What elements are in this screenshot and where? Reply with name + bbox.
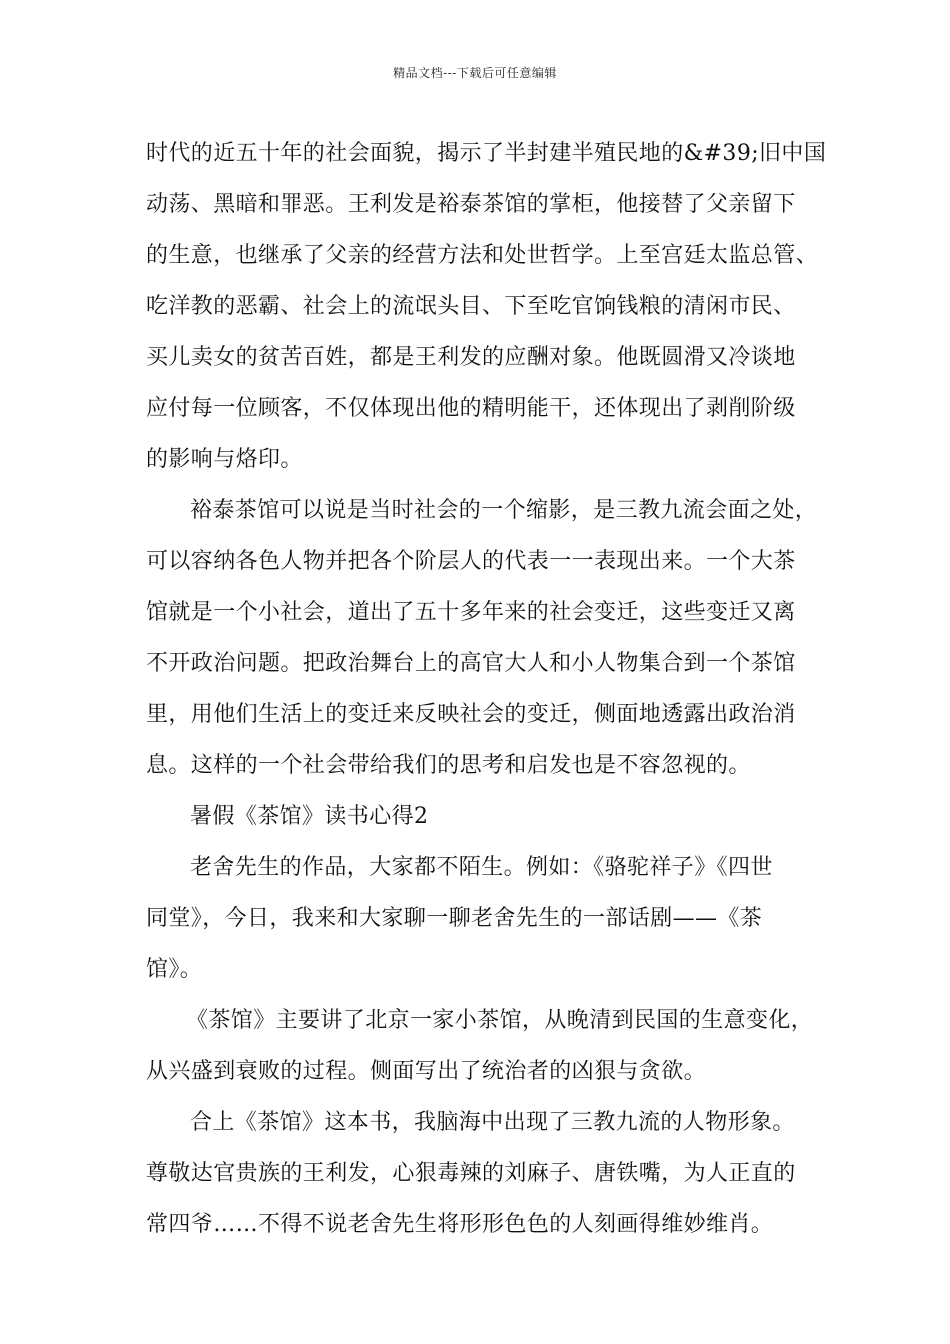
text-line: 可以容纳各色人物并把各个阶层人的代表一一表现出来。一个大茶 (146, 549, 796, 574)
paragraph-start-line: 《茶馆》主要讲了北京一家小茶馆，从晚清到民国的生意变化， (186, 1008, 814, 1033)
text-line: 吃洋教的恶霸、社会上的流氓头目、下至吃官饷钱粮的清闲市民、 (146, 294, 796, 319)
page-header: 精品文档---下载后可任意编辑 (393, 66, 557, 80)
paragraph-start-line: 合上《茶馆》这本书，我脑海中出现了三教九流的人物形象。 (190, 1110, 795, 1135)
text-line: 里，用他们生活上的变迁来反映社会的变迁，侧面地透露出政治消 (146, 702, 796, 727)
document-body (146, 128, 826, 1250)
text-line: 买儿卖女的贫苦百姓，都是王利发的应酬对象。他既圆滑又冷谈地 (146, 345, 796, 370)
text-line: 的生意，也继承了父亲的经营方法和处世哲学。上至宫廷太监总管、 (146, 243, 819, 268)
text-line: 时代的近五十年的社会面貌，揭示了半封建半殖民地的&#39;旧中国 (146, 141, 827, 166)
text-line: 的影响与烙印。 (146, 447, 303, 472)
text-line: 常四爷……不得不说老舍先生将形形色色的人刻画得维妙维肖。 (146, 1212, 774, 1237)
paragraph-start-line: 裕泰茶馆可以说是当时社会的一个缩影，是三教九流会面之处， (190, 498, 818, 523)
text-line: 从兴盛到衰败的过程。侧面写出了统治者的凶狠与贪欲。 (146, 1059, 707, 1084)
text-line: 息。这样的一个社会带给我们的思考和启发也是不容忽视的。 (146, 753, 751, 778)
text-line: 馆就是一个小社会，道出了五十多年来的社会变迁，这些变迁又离 (146, 600, 796, 625)
paragraph-start-line: 老舍先生的作品，大家都不陌生。例如：《骆驼祥子》《四世 (190, 855, 773, 880)
text-line: 应付每一位顾客，不仅体现出他的精明能干，还体现出了剥削阶级 (146, 396, 796, 421)
text-line: 尊敬达官贵族的王利发，心狠毒辣的刘麻子、唐铁嘴，为人正直的 (146, 1161, 796, 1186)
text-line: 同堂》，今日，我来和大家聊一聊老舍先生的一部话剧——《茶 (146, 906, 763, 931)
section-heading: 暑假《茶馆》读书心得2 (190, 804, 429, 829)
text-line: 馆》。 (146, 957, 203, 982)
text-line: 动荡、黑暗和罪恶。王利发是裕泰茶馆的掌柜，他接替了父亲留下 (146, 192, 796, 217)
text-line: 不开政治问题。把政治舞台上的高官大人和小人物集合到一个茶馆 (146, 651, 796, 676)
